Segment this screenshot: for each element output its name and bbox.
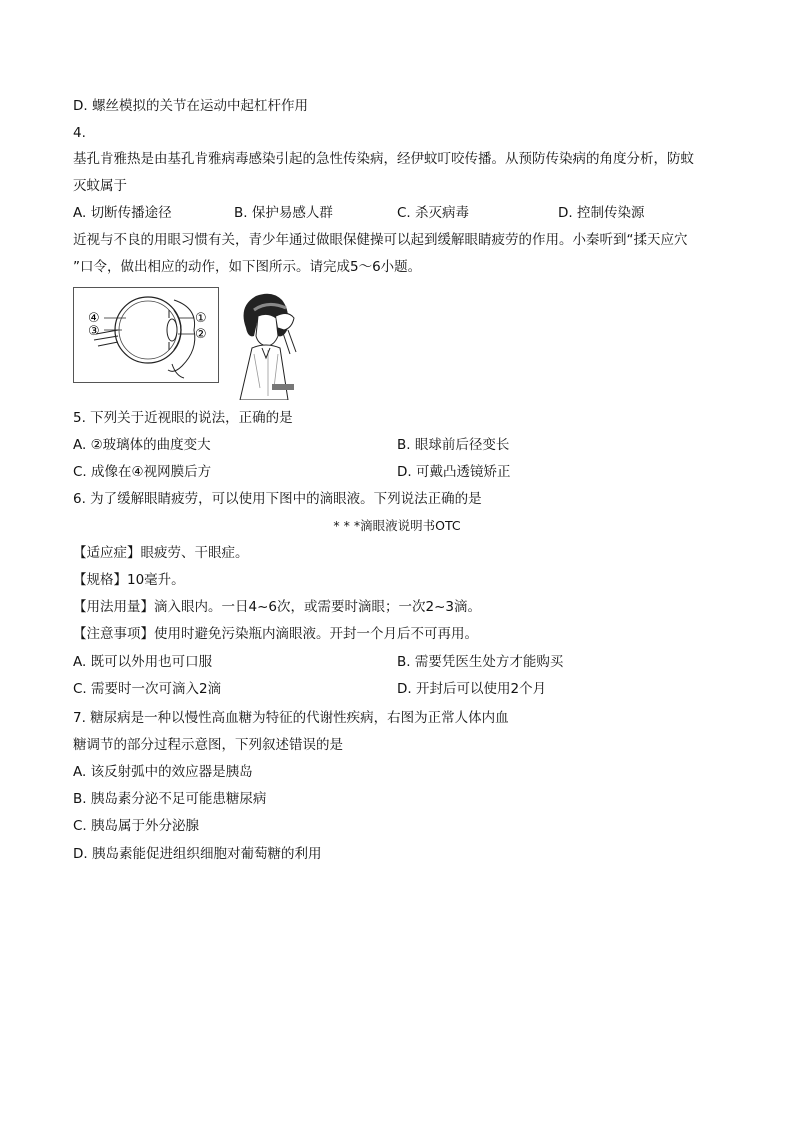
eye-label-3: ③ bbox=[88, 324, 100, 339]
q4-option-c: C. 杀灭病毒 bbox=[397, 205, 470, 221]
q4-number: 4. bbox=[73, 125, 86, 141]
q3-option-d: D. 螺丝模拟的关节在运动中起杠杆作用 bbox=[73, 98, 308, 114]
q7-option-b: B. 胰岛素分泌不足可能患糖尿病 bbox=[73, 791, 267, 807]
q6-option-d: D. 开封后可以使用2个月 bbox=[397, 681, 547, 697]
q6-option-a: A. 既可以外用也可口服 bbox=[73, 654, 213, 670]
leaflet-title: * * *滴眼液说明书OTC bbox=[333, 518, 461, 533]
q7-option-c: C. 胰岛属于外分泌腺 bbox=[73, 818, 200, 834]
intro-line2: ”口令，做出相应的动作，如下图所示。请完成5～6小题。 bbox=[73, 259, 422, 275]
q7-option-a: A. 该反射弧中的效应器是胰岛 bbox=[73, 764, 253, 780]
q7-stem-line1: 7. 糖尿病是一种以慢性高血糖为特征的代谢性疾病，右图为正常人体内血 bbox=[73, 710, 509, 726]
q4-option-a: A. 切断传播途径 bbox=[73, 205, 172, 221]
q7-option-d: D. 胰岛素能促进组织细胞对葡萄糖的利用 bbox=[73, 846, 322, 862]
eye-diagram bbox=[73, 287, 219, 383]
eye-label-2: ② bbox=[195, 327, 207, 342]
q4-stem-line2: 灭蚊属于 bbox=[73, 178, 127, 194]
leaflet-caution: 【注意事项】使用时避免污染瓶内滴眼液。开封一个月后不可再用。 bbox=[73, 626, 478, 642]
eye-diagram-drawing bbox=[74, 288, 220, 384]
leaflet-usage: 【用法用量】滴入眼内。一日4~6次，或需要时滴眼；一次2~3滴。 bbox=[73, 599, 481, 615]
eye-label-1: ① bbox=[195, 311, 207, 326]
q7-stem-line2: 糖调节的部分过程示意图，下列叙述错误的是 bbox=[73, 737, 343, 753]
leaflet-indication: 【适应症】眼疲劳、干眼症。 bbox=[73, 545, 249, 561]
q4-stem-line1: 基孔肯雅热是由基孔肯雅病毒感染引起的急性传染病，经伊蚊叮咬传播。从预防传染病的角度分析，防蚊 bbox=[73, 151, 694, 167]
q5-option-a: A. ②玻璃体的曲度变大 bbox=[73, 437, 211, 453]
q6-option-c: C. 需要时一次可滴入2滴 bbox=[73, 681, 222, 697]
q5-option-d: D. 可戴凸透镜矫正 bbox=[397, 464, 511, 480]
leaflet-spec: 【规格】10毫升。 bbox=[73, 572, 185, 588]
q5-option-c: C. 成像在④视网膜后方 bbox=[73, 464, 212, 480]
girl-drawing bbox=[232, 288, 300, 400]
q5-stem: 5. 下列关于近视眼的说法，正确的是 bbox=[73, 410, 293, 426]
intro-line1: 近视与不良的用眼习惯有关，青少年通过做眼保健操可以起到缓解眼睛疲劳的作用。小秦听到“揉天应穴 bbox=[73, 232, 688, 248]
q6-stem: 6. 为了缓解眼睛疲劳，可以使用下图中的滴眼液。下列说法正确的是 bbox=[73, 491, 482, 507]
q4-option-b: B. 保护易感人群 bbox=[234, 205, 333, 221]
girl-eye-exercise-illustration bbox=[232, 288, 300, 400]
q6-option-b: B. 需要凭医生处方才能购买 bbox=[397, 654, 564, 670]
q4-option-d: D. 控制传染源 bbox=[558, 205, 645, 221]
eye-label-4: ④ bbox=[88, 311, 100, 326]
q5-option-b: B. 眼球前后径变长 bbox=[397, 437, 510, 453]
